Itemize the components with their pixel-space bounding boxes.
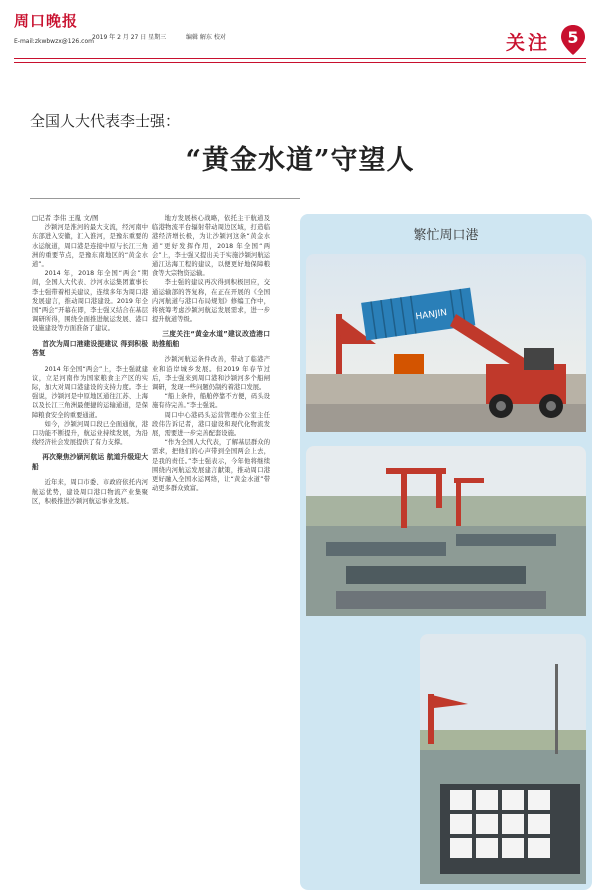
headline-kicker: 全国人大代表李士强：	[30, 112, 181, 130]
subheading: 再次聚焦沙颍河航运 航道升级迎大船	[32, 453, 148, 471]
paragraph: 如今，沙颍河周口段已全面通航，港口功能不断提升，航运业持续发展，为沿线经济社会发展提供了有力支撑。	[32, 420, 148, 447]
port-crane-river-icon	[306, 446, 586, 616]
masthead	[0, 0, 600, 60]
paragraph: 沙颍河航运条件改善，带动了临港产业和沿岸城乡发展。但2019 年春节过后，李士强来到周口港和沙颍河多个船闸调研，发现一些问题仍制约着港口发展。	[152, 356, 270, 392]
section-title: 关注	[505, 32, 550, 54]
cargo-ship-crane-icon	[420, 634, 586, 884]
paragraph: “作为全国人大代表，了解基层群众的需求，把他们的心声带到全国两会上去，是我的责任。”李士强表示，今年他将继续围绕内河航运发展建言献策，推动周口港更好融入全国水运网络，让“黄金水道”带动更多群众致富。	[152, 439, 270, 493]
byline: □记者 李伟 王胤 文/图	[32, 214, 99, 222]
contact-email[interactable]: E-mail:zkwbwzx@126.com	[14, 38, 94, 45]
page-badge	[560, 24, 586, 56]
container-label: HANJIN	[414, 308, 448, 323]
headline: “黄金水道”守望人	[185, 145, 415, 176]
cargo-ship-crane-photo	[420, 634, 586, 884]
issue-date: 2019 年 2 月 27 日 星期三	[92, 34, 167, 41]
byline-text: 记者 李伟 王胤 文/图	[38, 214, 99, 222]
subheading: 三度关注“黄金水道”建议改造港口助推船舶	[152, 330, 270, 348]
article-column-2	[152, 214, 270, 493]
page-number: 5	[567, 28, 579, 47]
paragraph: 2014 年全国“两会”上，李士强就建议，立足河南作为国家粮食主产区的实际，加大对周口港建设的支持力度。李士强说，沙颍河是中原地区通往江苏、上海以及长江三角洲最便捷的运输通道，是保障粮食安全的重要通道。	[32, 365, 148, 419]
paragraph: “船上条件，船舶停靠不方便，码头设施有待完善。”李士强说。	[152, 393, 270, 410]
masthead-rule	[14, 58, 586, 59]
headline-divider	[30, 198, 300, 199]
masthead-rule-thin	[14, 62, 586, 63]
paragraph: 李士强的建议再次得到积极回应，交通运输部的答复称，在正在开展的《全国内河航道与港口布局规划》修编工作中，将统筹考虑沙颍河航运发展需求，进一步提升航道等级。	[152, 279, 270, 324]
paragraph: 沙颍河是淮河的最大支流，经河南中东部进入安徽，汇入淮河，是豫东重要的水运航道，周口港是连接中原与长江三角洲的重要节点，是豫东南地区的“黄金水道”。	[32, 224, 148, 269]
container-reach-stacker-photo	[306, 254, 586, 432]
port-crane-river-photo	[306, 446, 586, 616]
editor-line: 编辑 解东 校对	[186, 34, 226, 41]
paragraph: 周口中心港码头运营管理办公室主任段伟告诉记者，港口建设和现代化物流发展，需要进一步完善配套设施。	[152, 411, 270, 438]
article-column-1	[32, 214, 148, 506]
photo-panel	[300, 214, 592, 890]
newspaper-logo: 周口晚报	[14, 12, 79, 30]
paragraph: 地方发展核心战略，依托主干航道及临港物流平台辐射带动周边区域，打造临港经济增长极，为让沙颍河这条“黄金水道”更好发挥作用，2018 年全国“两会”上，李士强又提出关于实施沙颍河航运通江达海工程的建议，以便更好地保障粮食等大宗物资运输。	[152, 215, 270, 278]
container-reach-stacker-icon	[306, 254, 586, 432]
paragraph: 2014 年，2018 年全国“两会”期间，全国人大代表、沙河水运集团董事长李士强带着相关建议，连续多年为周口港发展建言，推动周口港建设。2019 年全国“两会”开幕在即，李士强又结合在基层调研所得，围绕全面推进航运发展、港口设施建设等方面准备了建议。	[32, 270, 148, 333]
panel-title: 繁忙周口港	[413, 228, 479, 243]
paragraph: 近年来，周口市委、市政府依托内河航运优势，建设周口港口物流产业集聚区，积极推进沙颍河航运事业发展。	[32, 479, 148, 505]
subheading: 首次为周口港建设提建议 得到积极答复	[32, 339, 148, 358]
